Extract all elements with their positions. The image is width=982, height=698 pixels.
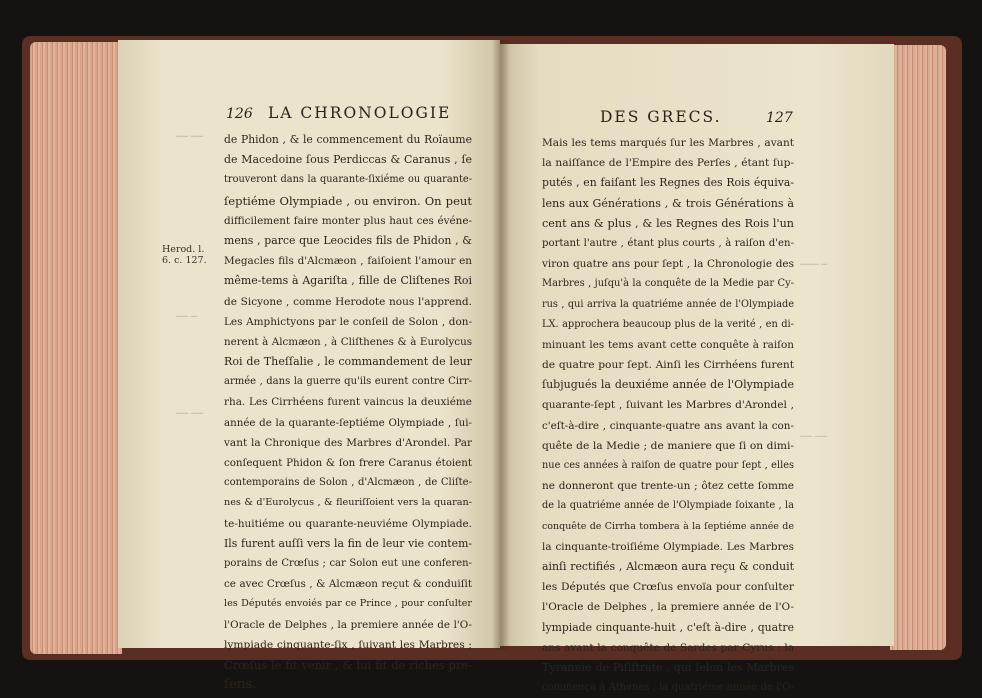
left-line: de Sicyone , comme Herodote nous l'apprend. xyxy=(224,295,472,308)
left-line: ſeptiéme Olympiade , ou environ. On peut xyxy=(224,193,472,208)
left-page-edges xyxy=(30,42,122,654)
left-line: ſens. xyxy=(224,677,257,693)
left-line: Roi de Theſſalie , le commandement de leur xyxy=(224,355,472,369)
right-line: rus , qui arriva la quatriéme année de l'Olympiade xyxy=(542,298,794,310)
right-line: l'Oracle de Delphes , la premiere année de l'O- xyxy=(542,601,794,614)
right-line: quête de la Medie ; de maniere que ſi on dimi- xyxy=(542,438,794,452)
right-line: viron quatre ans pour ſept , la Chronologie des xyxy=(542,258,794,271)
margin-note-line-2: 6. c. 127. xyxy=(162,255,207,266)
right-line: de quatre pour ſept. Ainſi les Cirrhéens furent xyxy=(542,358,794,372)
right-line: LX. approchera beaucoup plus de la verité , en di- xyxy=(542,318,794,330)
right-line: ne donneront que trente-un ; ôtez cette ſomme xyxy=(542,480,794,493)
right-line: Tyrannie de Piſiſtrate , qui ſelon les Marbres xyxy=(542,660,794,674)
right-line: ſubjugués la deuxiéme année de l'Olympiade xyxy=(542,378,794,392)
left-page-body xyxy=(224,130,472,695)
left-line: Ils furent auſſi vers la fin de leur vie contem- xyxy=(224,536,472,550)
left-line: rha. Les Cirrhéens furent vaincus la deuxiéme xyxy=(224,396,472,409)
right-line: Mais les tems marqués ſur les Marbres , avant xyxy=(542,137,794,149)
left-page-number: 126 xyxy=(226,106,253,122)
right-line: ans avant la conquête de Sardes par Cyrus : la xyxy=(542,641,794,654)
right-line: quarante-ſept , ſuivant les Marbres d'Arondel , xyxy=(542,399,794,412)
right-line: la naiſſance de l'Empire des Perſes , étant ſup- xyxy=(542,156,794,170)
left-line: lympiade cinquante-ſix , ſuivant les Marbres ; xyxy=(224,637,472,651)
right-page-number: 127 xyxy=(766,110,793,126)
left-line: Crœſus le fit venir , & lui fit de riches pre- xyxy=(224,657,472,672)
right-running-head: DES GRECS. xyxy=(600,108,722,126)
bleed-through-right-2: ▁▁ ▁▁ xyxy=(800,428,828,437)
margin-note xyxy=(162,244,207,266)
right-line: putés , en faiſant les Regnes des Rois équiva- xyxy=(542,176,794,190)
bleed-through-left-1: ▁▁ ▁▁ xyxy=(176,128,204,137)
left-line: difficilement faire monter plus haut ces événe- xyxy=(224,214,472,227)
left-line: Les Amphictyons par le conſeil de Solon , don- xyxy=(224,315,472,328)
right-line: ainſi rectifiés , Alcmæon aura reçu & conduit xyxy=(542,559,794,573)
left-line: de Phidon , & le commencement du Roïaume xyxy=(224,133,472,146)
left-line: même-tems à Agariſta , fille de Cliſtenes Roi xyxy=(224,274,472,288)
right-line: conquête de Cirrha tombera à la ſeptiéme année de xyxy=(542,520,794,532)
right-line: minuant les tems avant cette conquête à raiſon xyxy=(542,338,794,351)
left-line: ce avec Crœſus , & Alcmæon reçut & conduiſit xyxy=(224,578,472,591)
book-gutter xyxy=(492,40,510,650)
left-running-head: LA CHRONOLOGIE xyxy=(268,104,452,122)
left-line: te-huitiéme ou quarante-neuviéme Olympiade. xyxy=(224,517,472,530)
bleed-through-left-2: ▁▁ ▁ xyxy=(176,308,197,317)
left-line: de Macedoine ſous Perdiccas & Caranus , ſe xyxy=(224,153,472,167)
left-line: armée , dans la guerre qu'ils eurent contre Cirr- xyxy=(224,376,472,388)
bleed-through-right-1: ▁▁▁ ▁ xyxy=(800,256,828,265)
right-line: lympiade cinquante-huit , c'eſt à-dire , quatre xyxy=(542,620,794,634)
right-line: cent ans & plus , & les Regnes des Rois l'un xyxy=(542,216,794,230)
right-line: Marbres , juſqu'à la conquête de la Medie par Cy- xyxy=(542,278,794,290)
left-line: contemporains de Solon , d'Alcmæon , de Cliſte- xyxy=(224,477,472,489)
left-line: les Députés envoiés par ce Prince , pour conſulter xyxy=(224,598,472,610)
right-line: portant l'autre , étant plus courts , à raiſon d'en- xyxy=(542,237,794,249)
left-line: vant la Chronique des Marbres d'Arondel. Par xyxy=(224,436,472,449)
margin-note-line-1: Herod. l. xyxy=(162,244,205,255)
left-line: trouveront dans la quarante-ſixiéme ou quarante- xyxy=(224,174,472,186)
left-line: l'Oracle de Delphes , la premiere année de l'O- xyxy=(224,618,472,631)
left-line: nerent à Alcmæon , à Cliſthenes & à Eurolycus xyxy=(224,335,472,348)
left-line: année de la quarante-ſeptiéme Olympiade , ſui- xyxy=(224,416,472,429)
right-line: la cinquante-troiſiéme Olympiade. Les Marbres xyxy=(542,540,794,553)
left-line: conſequent Phidon & ſon frere Caranus étoient xyxy=(224,457,472,469)
right-line: les Députés que Crœſus envoïa pour conſulter xyxy=(542,580,794,594)
right-page-body xyxy=(542,133,794,698)
right-page-edges xyxy=(890,45,946,650)
left-line: Megacles fils d'Alcmæon , faiſoient l'amour en xyxy=(224,255,472,268)
right-line: de la quatriéme année de l'Olympiade ſoixante , la xyxy=(542,500,794,512)
right-line: nue ces années à raiſon de quatre pour ſept , elles xyxy=(542,460,794,471)
left-line: mens , parce que Leocides fils de Phidon , & xyxy=(224,233,472,247)
left-line: nes & d'Eurolycus , & fleuriſſoient vers la quaran- xyxy=(224,497,472,509)
right-line: c'eſt-à-dire , cinquante-quatre ans avant la con- xyxy=(542,419,794,432)
right-line: lens aux Générations , & trois Générations à xyxy=(542,196,794,210)
right-line: commença à Athenes , la quatriéme année de l'O- xyxy=(542,682,794,694)
left-line: porains de Crœſus ; car Solon eut une conferen- xyxy=(224,557,472,569)
bleed-through-left-3: ▁▁ ▁▁ xyxy=(176,405,204,414)
